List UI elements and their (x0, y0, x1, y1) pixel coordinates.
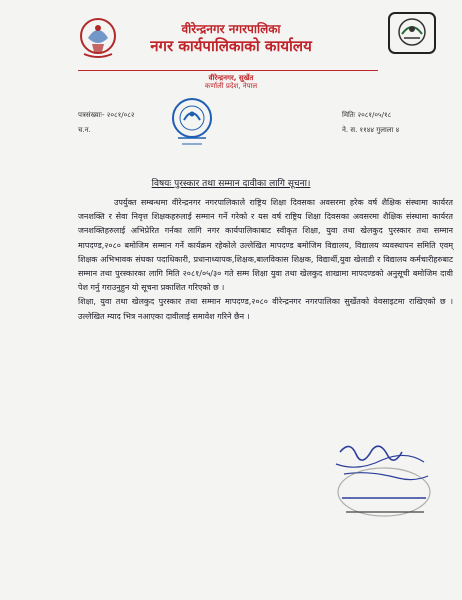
body-paragraph-2: शिक्षा, युवा तथा खेलकुद पुरस्कार तथा सम्मान मापदण्ड,२०८० वीरेन्द्रनगर नगरपालिका सुर्खेतको वेवसाइटमा राखिएको छ । उल्लेखित म्याद भित्र नआएका दावीलाई समावेश गरिने छैन । (78, 297, 453, 321)
office-seal-icon (160, 94, 224, 152)
signature-stamp-icon (328, 442, 438, 532)
notice-body (78, 196, 453, 324)
office-address: वीरेन्द्रनगर, सुर्खेत (208, 74, 254, 82)
letter-number: पत्रसंख्याः- २०८१/०८२ (78, 111, 135, 119)
notice-subject: विषयः पुरस्कार तथा सम्मान दावीका लागि सूचना। (151, 179, 311, 189)
dispatch-number: च.न. (78, 126, 91, 134)
header-divider (78, 70, 378, 71)
body-paragraph-1: उपर्युक्त सम्बन्धमा वीरेन्द्रनगर नगरपालिकाले राष्ट्रिय शिक्षा दिवसका अवसरमा हरेक वर्ष शैक्षिक संस्थामा कार्यरत जनशक्ति र सेवा निवृत्त शिक्षकहरुलाई सम्मान गर्ने गरेको र यस वर्ष राष्ट्रिय शिक्षा दिवसका अवसरमा शैक्षिक संस्थामा कार्यरत जनशक्तिहरुलाई अभिप्रेरित गर्नका लागि नगर कार्यपालिकाबाट स्वीकृत शिक्षा, युवा तथा खेलकुद पुरस्कार तथा सम्मान मापदण्ड,२०८० बमोजिम सम्मान गर्ने कार्यक्रम रहेकोले उल्लेखित मापदण्ड बमोजिम विद्यालय, विद्यालय व्यवस्थापन समिति एवम् शिक्षक अभिभावक संघका पदाधिकारी, प्रधानाध्यापक,शिक्षक,बालविकास शिक्षक, विद्यार्थी,युवा खेलाडी र विद्यालय कर्मचारीहरुबाट सम्मान तथा पुरस्कारका लागि मिति २०८१/०५/३० गते सम्म शिक्षा युवा तथा खेलकुद शाखामा मापदण्डको अनुसूची बमोजिम दावी पेश गर्नु गराउनुहुन यो सूचना प्रकाशित गरिएको छ । (78, 198, 453, 293)
office-title: नगर कार्यपालिकाको कार्यालय (150, 37, 312, 55)
letter-date: मितिः २०८१/०५/१८ (342, 111, 392, 119)
nepal-sambat-date: ने. स. ११४४ गुलाला ४ (342, 126, 400, 134)
municipality-name: वीरेन्द्रनगर नगरपालिका (181, 22, 281, 36)
office-province: कर्णाली प्रदेश, नेपाल (204, 82, 258, 90)
